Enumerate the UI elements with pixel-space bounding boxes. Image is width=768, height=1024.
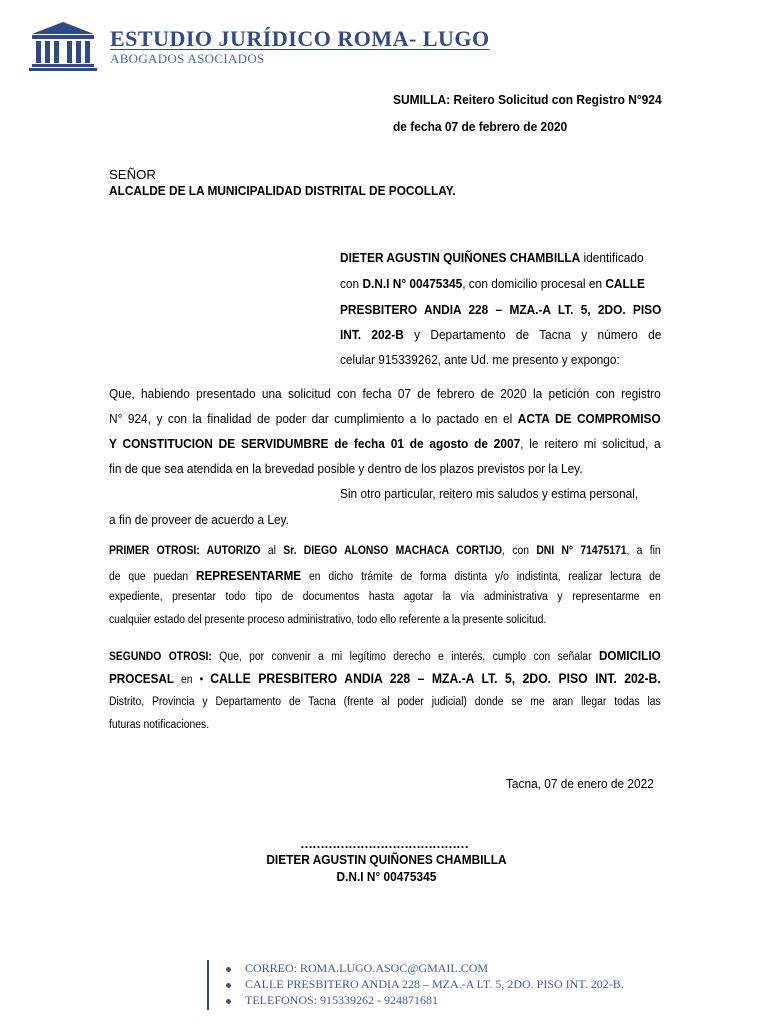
signature-dni-block xyxy=(0,869,768,884)
otrosi-1-line-1 xyxy=(109,545,661,557)
intro-con: con xyxy=(340,276,363,291)
recipient: ALCALDE DE LA MUNICIPALIDAD DISTRITAL DE POCOLLAY. xyxy=(109,183,456,198)
petitioner-name: DIETER AGUSTIN QUIÑONES CHAMBILLA xyxy=(340,250,581,265)
closing-line-1: Sin otro particular, reitero mis saludos y estima personal, xyxy=(340,486,639,501)
intro-line-1 xyxy=(340,250,644,265)
intro-address: PRESBITERO ANDIA 228 – MZA.-A LT. 5, 2DO. PISO xyxy=(340,302,662,317)
body-line-2 xyxy=(109,411,661,426)
intro-int: INT. 202-B xyxy=(340,327,404,342)
body-line-1: Que, habiendo presentado una solicitud con fecha 07 de febrero de 2020 la petición con registro xyxy=(109,386,661,401)
footer-phones xyxy=(226,993,438,1008)
body-line-4: fin de que sea atendida en la brevedad posible y dentro de los plazos previstos por la Ley. xyxy=(109,461,583,476)
otrosi-1-label: PRIMER OTROSI: AUTORIZO xyxy=(109,545,261,557)
footer-email-text: CORREO: ROMA.LUGO.ASOC@GMAIL.COM xyxy=(245,961,489,975)
otrosi-1-a-fin: , a fin xyxy=(626,545,661,557)
intro-identified: identificado xyxy=(580,250,644,265)
petitioner-dni: D.N.I N° 00475345 xyxy=(362,276,463,291)
authorized-dni: DNI N° 71475171 xyxy=(536,545,627,557)
otrosi-2-l1-text: Que, por convenir a mi legítimo derecho e interés, cumplo con señalar xyxy=(211,651,599,663)
otrosi-2-line-1 xyxy=(109,648,661,663)
footer-address-text: CALLE PRESBITERO ANDIA 228 – MZA.-A LT. 5, 2DO. PISO INT. 202-B. xyxy=(245,977,624,991)
otrosi-2-label: SEGUNDO OTROSI: xyxy=(109,651,212,663)
otrosi-1-l2-a: de que puedan xyxy=(109,571,197,583)
signature-block xyxy=(0,852,768,867)
intro-calle: CALLE xyxy=(605,276,645,291)
sumilla-line-2: de fecha 07 de febrero de 2020 xyxy=(393,119,568,134)
intro-phone: celular 915339262, ante Ud. me presento y expongo: xyxy=(340,352,620,367)
intro-line-4 xyxy=(340,327,661,342)
bullet-icon xyxy=(226,999,231,1004)
otrosi-2-line-3: Distrito, Provincia y Departamento de Tacna (frente al poder judicial) donde se me aran llegar todas las xyxy=(109,696,661,708)
otrosi-1-line-3: expediente, presentar todo tipo de documentos hasta agotar la vía administrativa y representarme en xyxy=(109,591,661,603)
acta-compromiso: ACTA DE COMPROMISO xyxy=(517,411,661,426)
sumilla-line-1: SUMILLA: Reitero Solicitud con Registro N°924 xyxy=(393,92,662,107)
domicilio-label: DOMICILIO xyxy=(598,648,661,663)
otrosi-2-line-2 xyxy=(109,671,661,686)
footer-divider xyxy=(207,960,209,1010)
salutation: SEÑOR xyxy=(109,167,156,182)
intro-dept-text: y Departamento de Tacna y número de xyxy=(403,327,662,342)
representarme: REPRESENTARME xyxy=(196,568,302,583)
bullet-icon xyxy=(226,983,231,988)
closing-line-2: a fin de proveer de acuerdo a Ley. xyxy=(109,512,289,527)
otrosi-1-l2-c: en dicho trámite de forma distinta y/o indistinta, realizar lectura de xyxy=(301,571,661,583)
procesal-address: CALLE PRESBITERO ANDIA 228 – MZA.-A LT. 5, 2DO. PISO INT. 202-B. xyxy=(210,671,661,686)
footer-address xyxy=(226,977,624,992)
footer-email xyxy=(226,961,488,976)
otrosi-1-line-4: cualquier estado del presente proceso administrativo, todo ello referente a la presente solicitud. xyxy=(109,614,547,626)
intro-domicile-text: , con domicilio procesal en xyxy=(462,276,606,291)
signature-dots: …………………………………… xyxy=(300,836,468,851)
otrosi-2-line-4: futuras notificaciones. xyxy=(109,719,210,731)
authorized-person: Sr. DIEGO ALONSO MACHACA CORTIJO xyxy=(283,545,503,557)
firm-name: ESTUDIO JURÍDICO ROMA- LUGO xyxy=(110,26,490,51)
body-line-3-text: , le reitero mi solicitud, a xyxy=(520,436,661,451)
courthouse-columns-icon xyxy=(28,20,98,72)
otrosi-1-con: , con xyxy=(502,545,537,557)
intro-line-2 xyxy=(340,276,661,291)
otrosi-1-line-2 xyxy=(109,568,661,583)
body-line-3 xyxy=(109,436,661,451)
procesal-label: PROCESAL xyxy=(109,671,175,686)
bullet-icon xyxy=(226,967,231,972)
date-line: Tacna, 07 de enero de 2022 xyxy=(506,776,654,791)
otrosi-1-al: al xyxy=(260,545,284,557)
signature-name: DIETER AGUSTIN QUIÑONES CHAMBILLA xyxy=(266,852,507,867)
signature-dni: D.N.I N° 00475345 xyxy=(336,869,437,884)
acta-servidumbre: Y CONSTITUCION DE SERVIDUMBRE de fecha 01 de agosto de 2007 xyxy=(109,436,521,451)
footer-phones-text: TELEFONOS: 915339262 - 924871681 xyxy=(245,993,438,1007)
otrosi-2-en: en • xyxy=(174,674,211,686)
body-line-2-text: N° 924, y con la finalidad de poder dar cumplimiento a lo pactado en el xyxy=(109,411,518,426)
firm-subtitle: ABOGADOS ASOCIADOS xyxy=(110,51,265,66)
